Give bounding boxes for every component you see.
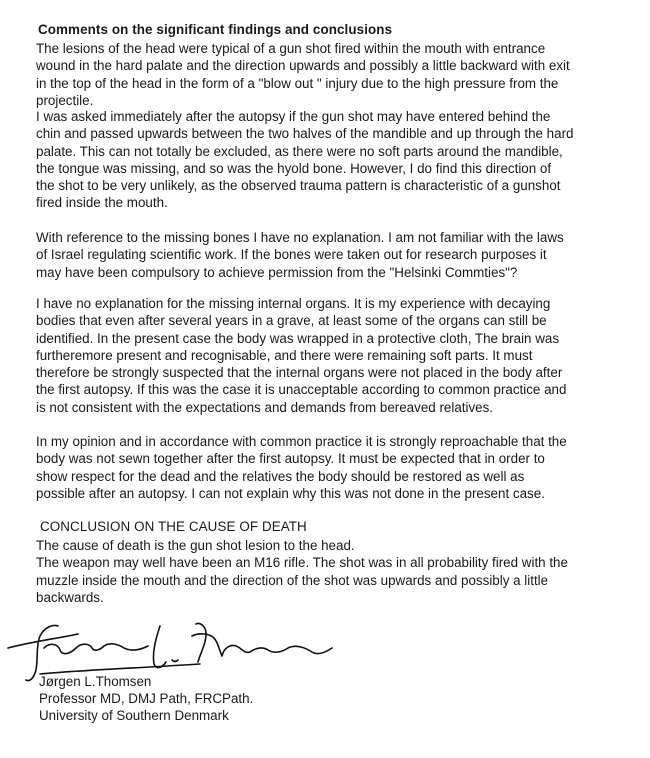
text-line: furtheremore present and recognisable, and there were remaining soft parts. It must [36,347,533,363]
text-line: fired inside the mouth. [36,195,168,211]
text-line: chin and passed upwards between the two halves of the mandible and up through the hard [36,126,574,142]
text-line: the shot to be very unlikely, as the observed trauma pattern is characteristic of a gunshot [36,178,561,194]
signature-block [39,674,253,724]
text-line: In my opinion and in accordance with common practice it is strongly reproachable that the [36,434,567,449]
text-line: The lesions of the head were typical of a gun shot fired within the mouth with entrance [36,41,546,56]
text-line: The weapon may well have been an M16 rifle. The shot was in all probability fired with the [36,555,568,571]
paragraph-trajectory [36,108,648,212]
text-line: identified. In the present case the body was wrapped in a protective cloth, The brain was [36,330,560,346]
text-line: body was not sewn together after the first autopsy. It must be expected that in order to [36,451,545,467]
text-line: the tongue was missing, and so was the hyold bone. However, I do find this direction of [36,160,552,176]
text-line: possible after an autopsy. I can not explain why this was not done in the present case. [36,485,545,501]
text-line: muzzle inside the mouth and the direction of the shot was upwards and possibly a little [36,572,549,588]
text-line: of Israel regulating scientific work. If the bones were taken out for research purposes it [36,247,547,263]
text-line: may have been compulsory to achieve permission from the "Helsinki Commties"? [36,264,518,280]
signatory-affiliation: University of Southern Denmark [39,707,229,723]
text-line: in the top of the head in the form of a "blow out " injury due to the high pressure from the [36,75,559,91]
signatory-title: Professor MD, DMJ Path, FRCPath. [39,690,254,706]
conclusion-heading: CONCLUSION ON THE CAUSE OF DEATH [40,519,307,534]
text-line: With reference to the missing bones I have no explanation. I am not familiar with the laws [36,230,564,245]
signatory-name: Jørgen L.Thomsen [39,674,152,689]
text-line: wound in the hard palate and the direction upwards and possibly a little backward with exit [36,58,570,74]
paragraph-lesions [36,40,648,109]
text-line: the first autopsy. If this was the case it is unacceptable according to common practice and [36,382,567,398]
text-line: I have no explanation for the missing internal organs. It is my experience with decaying [36,296,551,311]
findings-heading: Comments on the significant findings and conclusions [38,22,393,37]
text-line: I was asked immediately after the autopsy if the gun shot may have entered behind the [36,109,551,124]
text-line: The cause of death is the gun shot lesion to the head. [36,538,355,553]
text-line: is not consistent with the expectations and demands from bereaved relatives. [36,399,494,415]
text-line: bodies that even after several years in a grave, at least some of the organs can still be [36,313,547,329]
text-line: show respect for the dead and the relatives the body should be restored as well as [36,468,525,484]
paragraph-conclusion [36,537,648,606]
text-line: palate. This can not totally be excluded, as there were no soft parts around the mandible, [36,143,563,159]
text-line: therefore be strongly suspected that the internal organs were not placed in the body after [36,365,563,381]
paragraph-opinion [36,433,648,502]
paragraph-missing-organs [36,295,648,416]
text-line: projectile. [36,92,94,108]
paragraph-missing-bones [36,229,648,281]
text-line: backwards. [36,589,104,605]
